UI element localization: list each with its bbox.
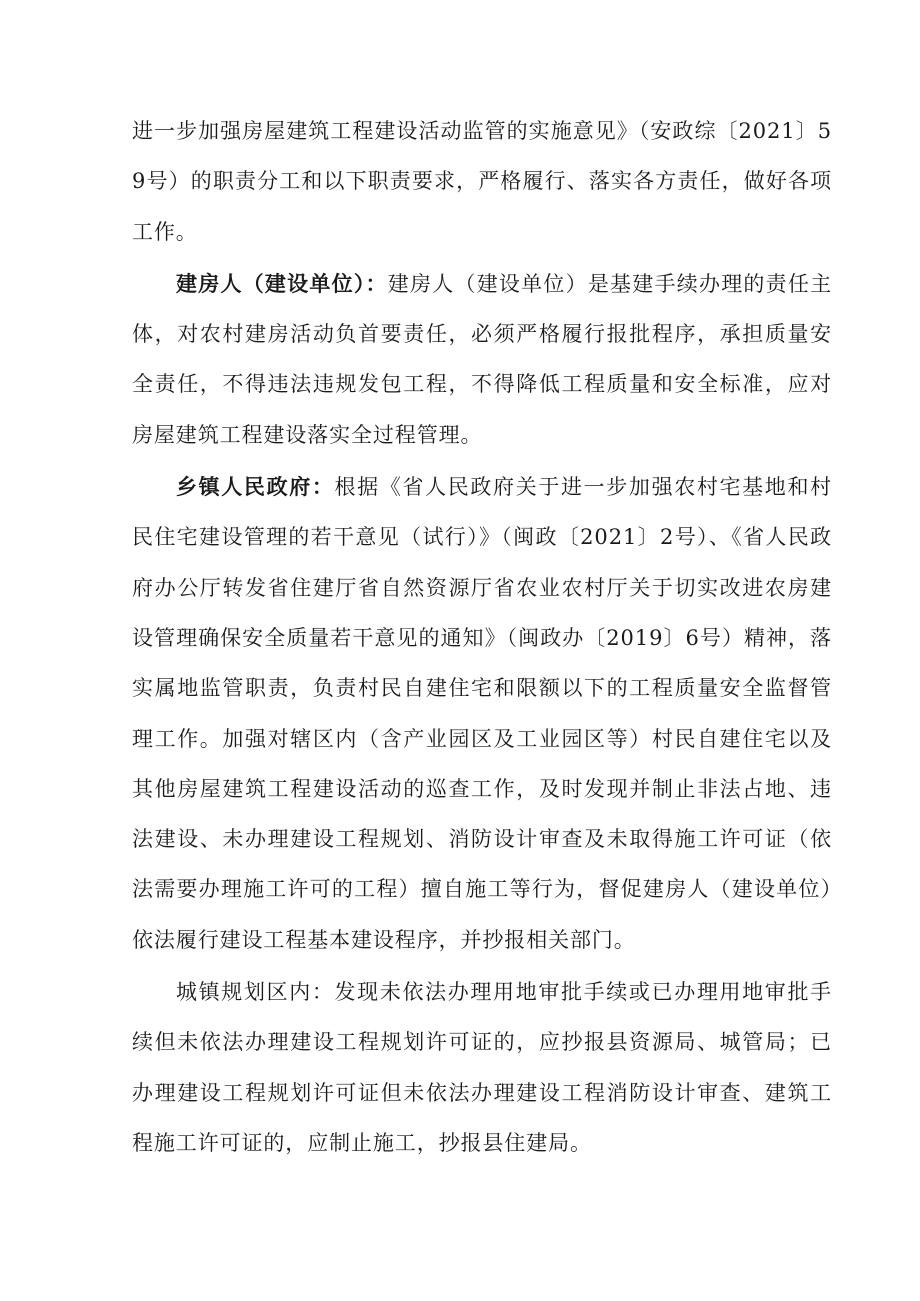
paragraph-text: 根据《省人民政府关于进一步加强农村宅基地和村民住宅建设管理的若干意见（试行）》（闽政〔2021〕2号）、《省人民政府办公厅转发省住建厅省自然资源厅省农业农村厅关于切实改进农房建设管理确保安全质量若干意见的通知》（闽政办〔2019〕6号）精神，落实属地监管职责，负责村民自建住宅和限额以下的工程质量安全监督管理工作。加强对辖区内（含产业园区及工业园区等）村民自建住宅以及其他房屋建筑工程建设活动的巡查工作，及时发现并制止非法占地、违法建设、未办理建设工程规划、消防设计审查及未取得施工许可证（依法需要办理施工许可的工程）擅自施工等行为，督促建房人（建设单位）依法履行建设工程基本建设程序，并抄报相关部门。	[132, 475, 832, 952]
paragraph-township-government	[132, 462, 832, 965]
paragraph-builder-responsibility	[132, 259, 832, 460]
paragraph-text: 城镇规划区内：发现未依法办理用地审批手续或已办理用地审批手续但未依法办理建设工程规划许可证的，应抄报县资源局、城管局；已办理建设工程规划许可证但未依法办理建设工程消防设计审查、建筑工程施工许可证的，应制止施工，抄报县住建局。	[132, 980, 832, 1155]
paragraph-continuation	[132, 106, 832, 257]
paragraph-lead-builder: 建房人（建设单位）：	[176, 270, 388, 296]
paragraph-text: 建房人（建设单位）是基建手续办理的责任主体，对农村建房活动负首要责任，必须严格履行报批程序，承担质量安全责任，不得违法违规发包工程，不得降低工程质量和安全标准，应对房屋建筑工程建设落实全过程管理。	[132, 271, 833, 447]
paragraph-urban-planning-area	[132, 967, 832, 1168]
paragraph-lead-township: 乡镇人民政府：	[176, 474, 335, 500]
paragraph-text: 进一步加强房屋建筑工程建设活动监管的实施意见》（安政综〔2021〕59号）的职责分工和以下职责要求，严格履行、落实各方责任，做好各项工作。	[132, 119, 832, 244]
document-body	[132, 106, 832, 1168]
